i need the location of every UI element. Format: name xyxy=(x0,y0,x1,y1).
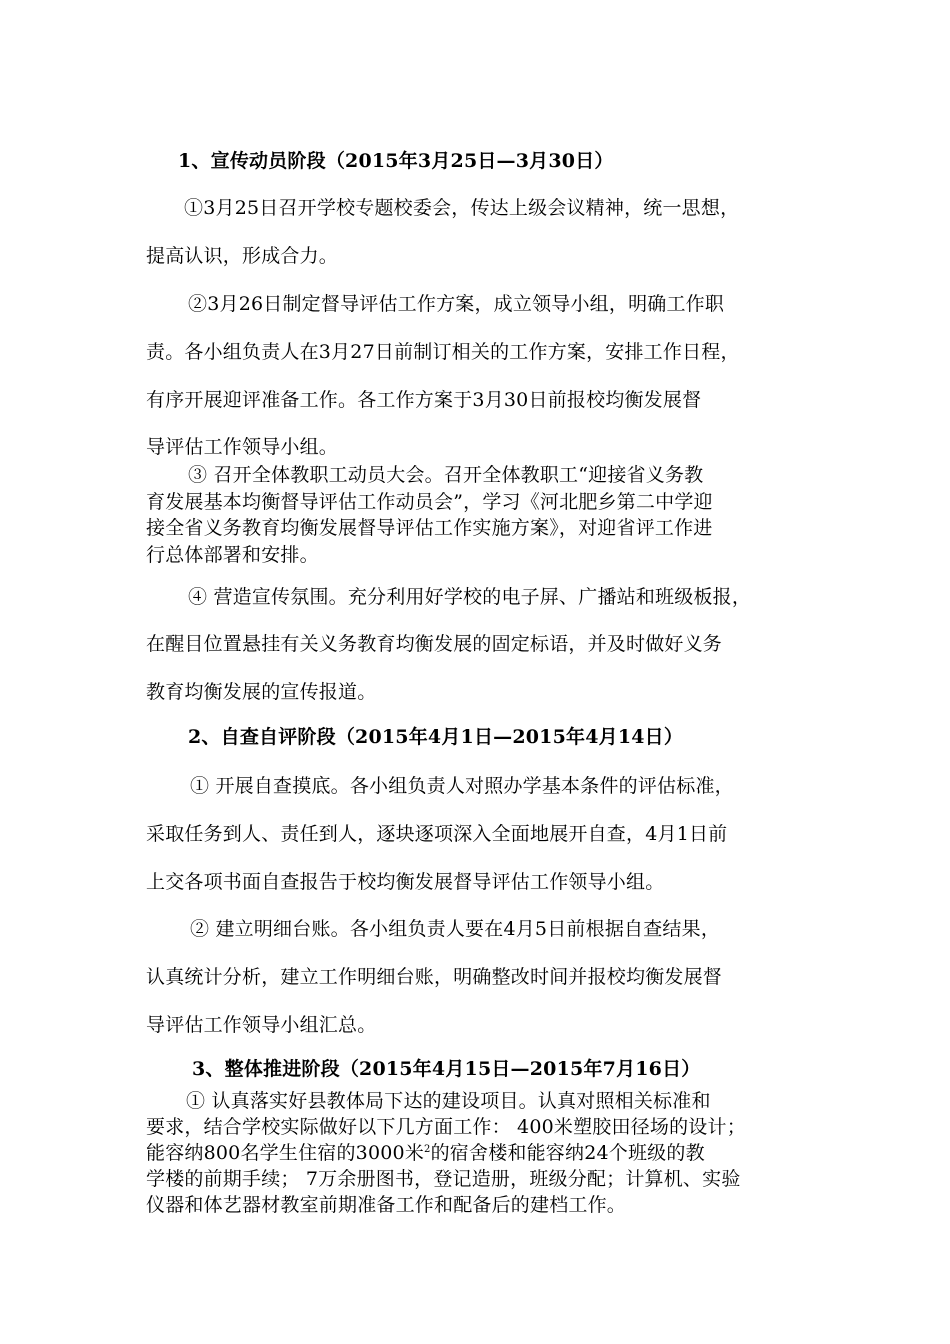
section-2-heading: 2、自查自评阶段（2015年4月1日—2015年4月14日） xyxy=(188,726,684,748)
paragraph-line: 有序开展迎评准备工作。各工作方案于3月30日前报校均衡发展督 xyxy=(146,389,702,411)
paragraph-line: 教育均衡发展的宣传报道。 xyxy=(146,681,377,703)
paragraph-line: 行总体部署和安排。 xyxy=(146,544,319,566)
paragraph-line: ②3月26日制定督导评估工作方案，成立领导小组，明确工作职 xyxy=(188,293,725,315)
paragraph-line: 仪器和体艺器材教室前期准备工作和配备后的建档工作。 xyxy=(146,1194,627,1216)
paragraph-line: 上交各项书面自查报告于校均衡发展督导评估工作领导小组。 xyxy=(146,871,665,893)
paragraph-line: 认真统计分析，建立工作明细台账，明确整改时间并报校均衡发展督 xyxy=(146,966,723,988)
section-1-heading: 1、宣传动员阶段（2015年3月25日—3月30日） xyxy=(178,150,614,172)
paragraph-line: ① 开展自查摸底。各小组负责人对照办学基本条件的评估标准， xyxy=(190,775,734,797)
paragraph-line: 能容纳800名学生住宿的3000米$^2$的宿舍楼和能容纳24个班级的教 xyxy=(146,1142,705,1164)
paragraph-line: 导评估工作领导小组汇总。 xyxy=(146,1014,377,1036)
paragraph-line: 育发展基本均衡督导评估工作动员会”，学习《河北肥乡第二中学迎 xyxy=(146,491,713,513)
paragraph-line: ③ 召开全体教职工动员大会。召开全体教职工“迎接省义务教 xyxy=(188,464,704,486)
paragraph-line: 学楼的前期手续； 7万余册图书，登记造册，班级分配；计算机、实验 xyxy=(146,1168,741,1190)
paragraph-line: ② 建立明细台账。各小组负责人要在4月5日前根据自查结果， xyxy=(190,918,721,940)
paragraph-line: 要求，结合学校实际做好以下几方面工作： 400米塑胶田径场的设计； xyxy=(146,1116,746,1138)
paragraph-line: 在醒目位置悬挂有关义务教育均衡发展的固定标语，并及时做好义务 xyxy=(146,633,723,655)
paragraph-line: 责。各小组负责人在3月27日前制订相关的工作方案，安排工作日程， xyxy=(146,341,740,363)
superscript-2: 2 xyxy=(424,1144,431,1155)
paragraph-line: ④ 营造宣传氛围。充分利用好学校的电子屏、广播站和班级板报， xyxy=(188,586,752,608)
paragraph-line: 采取任务到人、责任到人，逐块逐项深入全面地展开自查，4月1日前 xyxy=(146,823,728,845)
paragraph-line: 提高认识，形成合力。 xyxy=(146,245,339,267)
section-3-heading: 3、整体推进阶段（2015年4月15日—2015年7月16日） xyxy=(192,1058,701,1080)
paragraph-line: ① 认真落实好县教体局下达的建设项目。认真对照相关标准和 xyxy=(186,1090,711,1112)
paragraph-line: 接全省义务教育均衡发展督导评估工作实施方案》，对迎省评工作进 xyxy=(146,517,713,539)
paragraph-line: ①3月25日召开学校专题校委会，传达上级会议精神，统一思想， xyxy=(184,197,740,219)
paragraph-line: 导评估工作领导小组。 xyxy=(146,436,339,458)
